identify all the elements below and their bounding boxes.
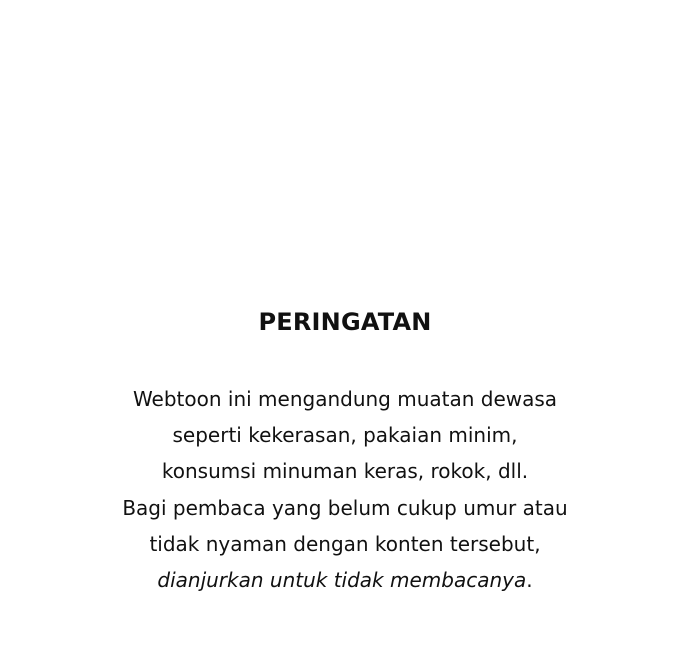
warning-title: PERINGATAN <box>258 308 432 336</box>
warning-closing-period: . <box>526 568 533 593</box>
warning-line: tidak nyaman dengan konten tersebut, <box>149 531 541 556</box>
warning-message <box>0 381 690 598</box>
warning-closing-line <box>0 562 690 598</box>
warning-line: konsumsi minuman keras, rokok, dll. <box>161 459 529 484</box>
warning-line: seperti kekerasan, pakaian minim, <box>172 423 518 448</box>
warning-line: Bagi pembaca yang belum cukup umur atau <box>122 495 568 520</box>
warning-line: Webtoon ini mengandung muatan dewasa <box>132 387 558 411</box>
warning-closing-text: dianjurkan untuk tidak membacanya <box>157 568 527 593</box>
